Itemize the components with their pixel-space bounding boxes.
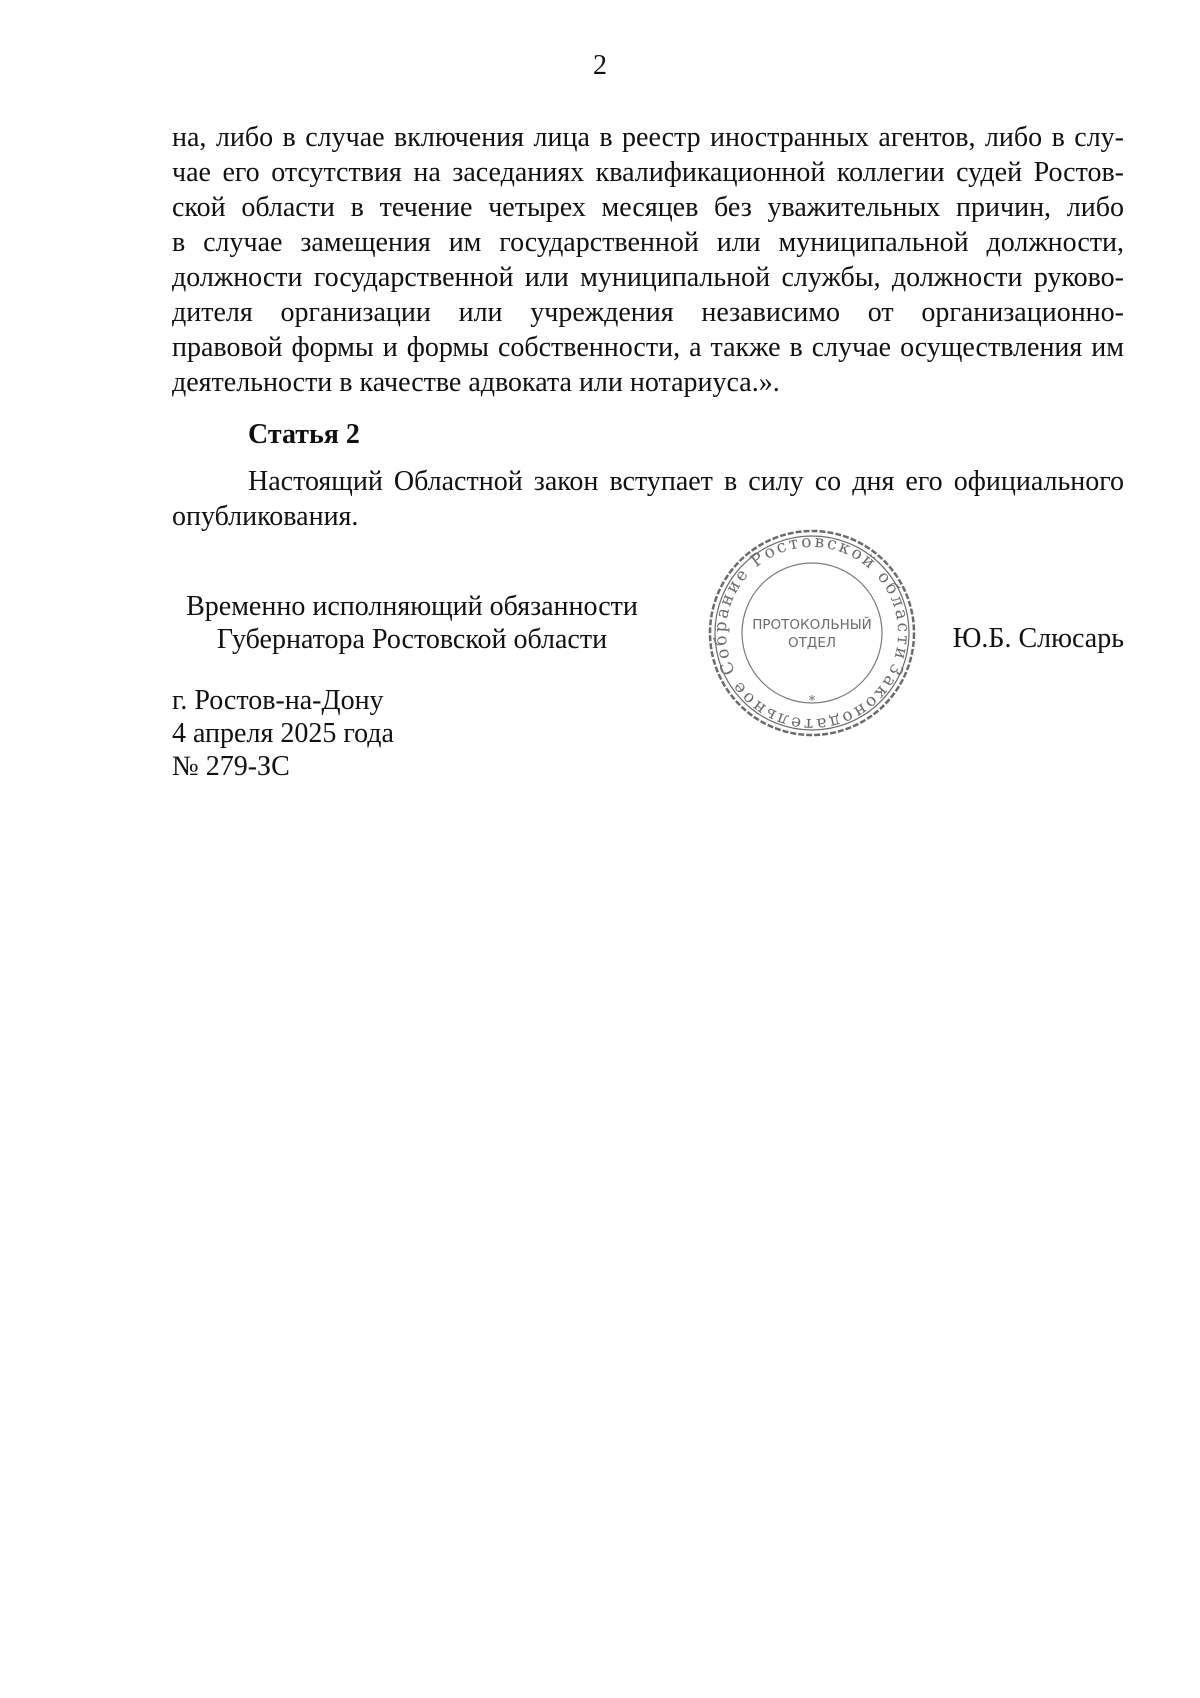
text-line: Настоящий Областной закон вступает в силу со дня его официального: [248, 466, 1124, 497]
article-body: [172, 464, 1124, 534]
stamp-seal-icon: [706, 527, 918, 739]
text-line: деятельности в качестве адвоката или нотариуса.».: [172, 367, 780, 398]
continuation-paragraph: [172, 120, 1124, 400]
city: г. Ростов-на-Дону: [172, 685, 384, 716]
page-number: 2: [593, 50, 607, 81]
stamp-ring-text: Законодательное Собрание Ростовской области: [710, 531, 914, 735]
text-line: дителя организации или учреждения независимо от организационно-: [172, 297, 1124, 328]
law-number: № 279-ЗС: [172, 751, 290, 782]
date: 4 апреля 2025 года: [172, 718, 394, 749]
place-date-block: [172, 684, 394, 783]
text-line: правовой формы и формы собственности, а также в случае осуществления им: [172, 332, 1124, 363]
stamp-center-line: ОТДЕЛ: [787, 635, 837, 651]
text-line: ской области в течение четырех месяцев без уважительных причин, либо: [172, 192, 1124, 223]
text-line: на, либо в случае включения лица в реестр иностранных агентов, либо в слу-: [172, 122, 1124, 153]
text-line: чае его отсутствия на заседаниях квалификационной коллегии судей Ростов-: [172, 157, 1124, 188]
signatory-name: Ю.Б. Слюсарь: [952, 623, 1124, 654]
official-stamp: [706, 527, 918, 739]
signatory-title: [172, 590, 652, 656]
signatory-title-line: Губернатора Ростовской области: [216, 624, 608, 655]
article-heading: Статья 2: [248, 419, 360, 450]
text-line: в случае замещения им государственной или муниципальной должности,: [172, 227, 1124, 258]
text-line: должности государственной или муниципальной службы, должности руково-: [172, 262, 1124, 293]
signatory-title-line: Временно исполняющий обязанности: [186, 591, 638, 622]
stamp-star: *: [808, 694, 816, 709]
text-line: опубликования.: [172, 501, 359, 532]
stamp-center-line: ПРОТОКОЛЬНЫЙ: [752, 617, 872, 633]
